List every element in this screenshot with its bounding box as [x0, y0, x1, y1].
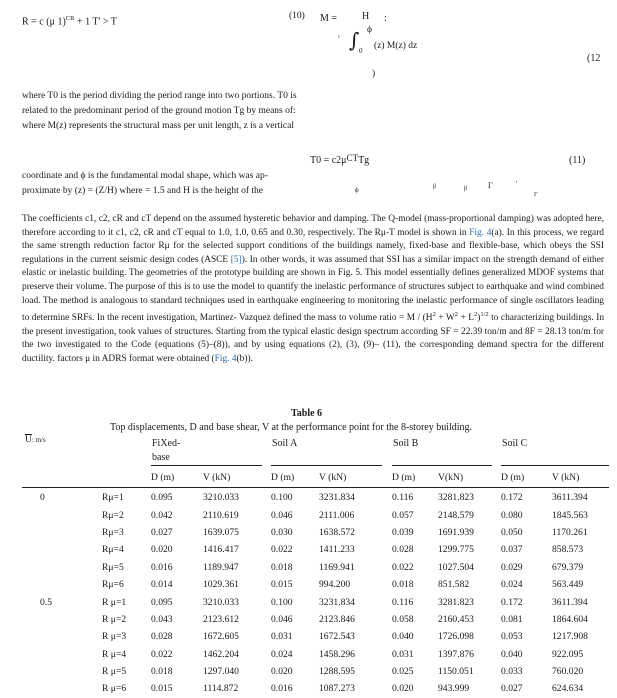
shear-cell: 1170.261 — [552, 526, 588, 538]
shear-cell: 1638.572 — [319, 526, 355, 538]
r-factor-cell: R μ=4 — [102, 648, 127, 660]
superscript: 2 — [473, 311, 478, 319]
shear-cell: 2123.846 — [319, 613, 355, 625]
paragraph-text: (a). In this process, we regard the same strength reduction factor Rμ for the selected support conditions of the buildings namely, fixed-base and flexible-base, which obeys the SSI regulations in the current seismic design codes (ASCE — [22, 227, 604, 265]
equation-10 — [22, 12, 117, 28]
u-value-cell — [40, 611, 102, 628]
group-soil-c: Soil C — [502, 438, 528, 449]
stray-symbol: ϕ — [355, 186, 359, 194]
table-row — [40, 680, 602, 697]
group-underline-fixed — [151, 465, 262, 466]
displacement-cell: 0.100 — [271, 492, 293, 504]
equation-12-quote: ' — [338, 35, 340, 45]
shear-cell: 1029.361 — [203, 579, 239, 591]
table-row — [40, 489, 602, 506]
shear-cell: 2110.619 — [203, 509, 239, 521]
r-factor-cell: R μ=2 — [102, 613, 127, 625]
superscript: 2 — [432, 311, 436, 319]
shear-cell: 1297.040 — [203, 666, 239, 678]
displacement-cell: 0.080 — [501, 509, 523, 521]
stray-symbol: β — [433, 184, 437, 190]
shear-cell: 1458.296 — [319, 648, 355, 660]
displacement-cell: 0.030 — [271, 526, 293, 538]
shear-cell: 1691.939 — [438, 526, 474, 538]
u-value-cell — [40, 646, 102, 663]
r-factor-cell: Rμ=6 — [102, 579, 124, 591]
shear-cell: 563.449 — [552, 579, 584, 591]
shear-cell: 922.095 — [552, 648, 584, 660]
displacement-cell: 0.081 — [501, 613, 523, 625]
u-value-cell — [40, 663, 102, 680]
shear-cell: 1416.417 — [203, 544, 239, 556]
r-factor-cell: R μ=6 — [102, 683, 127, 695]
r-factor-cell: Rμ=4 — [102, 544, 124, 556]
superscript: 1/2 — [480, 311, 489, 319]
table-row — [40, 628, 602, 645]
shear-cell: 3281.823 — [438, 596, 474, 608]
shear-cell: 1411.233 — [319, 544, 355, 556]
displacement-cell: 0.046 — [271, 613, 293, 625]
table-caption: Top displacements, D and base shear, V at the performance point for the 8-storey building. — [110, 422, 473, 433]
integral-lower-limit: 0 — [359, 47, 363, 55]
displacement-cell: 0.022 — [151, 648, 173, 660]
column-header: V (kN) — [203, 472, 231, 484]
table-label: Table 6 — [291, 408, 323, 419]
shear-cell: 2160.453 — [438, 613, 474, 625]
shear-cell: 1864.604 — [552, 613, 588, 625]
displacement-cell: 0.033 — [501, 666, 523, 678]
shear-cell: 3611.394 — [552, 492, 588, 504]
equation-10-left: R = c (μ 1) — [22, 16, 66, 28]
shear-cell: 1299.775 — [438, 544, 474, 556]
shear-cell: 1288.595 — [319, 666, 355, 678]
displacement-cell: 0.058 — [392, 613, 414, 625]
table-row — [40, 541, 602, 558]
paragraph-text: ) — [477, 313, 481, 324]
displacement-cell: 0.015 — [271, 579, 293, 591]
group-underline-soil-c — [501, 465, 609, 466]
displacement-cell: 0.116 — [392, 492, 414, 504]
group-soil-a: Soil A — [272, 438, 298, 449]
displacement-cell: 0.016 — [151, 561, 173, 573]
equation-11-subscript: CT — [346, 153, 359, 163]
table-row — [40, 663, 602, 680]
displacement-cell: 0.016 — [271, 683, 293, 695]
displacement-cell: 0.014 — [151, 579, 173, 591]
group-soil-b: Soil B — [393, 438, 419, 449]
equation-12-close-paren: ) — [372, 69, 376, 79]
text-line: where M(z) represents the structural mass per unit length, z is a vertical — [22, 121, 294, 131]
column-header: D (m) — [392, 472, 416, 484]
equation-11 — [310, 154, 369, 167]
table-row — [40, 611, 602, 628]
paragraph-text: The coefficients c1, c2, cR and cT depend on the assumed hysteretic behavior and damping. The Q-model (mass-proportional damping) was adopted here, therefore according to it c1, c2, cR and cT equal to 1.0, 1.0, 0.65 and 0.30, respectively. The Rμ-T model is shown in — [22, 214, 604, 238]
displacement-cell: 0.116 — [392, 596, 414, 608]
shear-cell: 1189.947 — [203, 561, 239, 573]
displacement-cell: 0.020 — [271, 666, 293, 678]
displacement-cell: 0.018 — [271, 561, 293, 573]
shear-cell: 858.573 — [552, 544, 584, 556]
r-factor-cell: Rμ=5 — [102, 561, 124, 573]
shear-cell: 1672.543 — [319, 631, 355, 643]
stray-symbol: β — [464, 186, 468, 192]
text-line: related to the predominant period of the ground motion Tg by means of: — [22, 106, 296, 116]
table-row — [40, 646, 602, 663]
r-factor-cell: Rμ=2 — [102, 509, 124, 521]
shear-cell: 994.200 — [319, 579, 351, 591]
displacement-cell: 0.057 — [392, 509, 414, 521]
shear-cell: 851.582 — [438, 579, 470, 591]
paragraph-text: + L — [458, 313, 474, 324]
column-header-row — [151, 469, 602, 486]
displacement-cell: 0.018 — [151, 666, 173, 678]
displacement-cell: 0.031 — [392, 648, 414, 660]
paragraph-text: to characterizing buildings. In the present investigation, took values of structures. Starting from the typical elastic design spectrum according SF = 22.39 ton/m and 8F = 28.13 ton/m for the two investigated to the Code (equations (5)–(8)), and by using equations (2), (3), (9)– (11), the corresponding demand spectra for the different ductility. factors μ in ADRS format were obtained ( — [22, 313, 605, 365]
shear-cell: 1397.876 — [438, 648, 474, 660]
stray-symbol: ' — [516, 180, 518, 188]
u-value-cell: 0 — [40, 492, 45, 504]
displacement-cell: 0.018 — [392, 579, 414, 591]
shear-cell: 1217.908 — [552, 631, 588, 643]
body-paragraph — [22, 213, 604, 367]
header-rule — [22, 487, 609, 488]
displacement-cell: 0.015 — [151, 683, 173, 695]
text-line: proximate by (z) = (Z/H) where = 1.5 and H is the height of the — [22, 186, 264, 196]
equation-11-number: (11) — [569, 155, 586, 166]
group-underline-soil-b — [392, 465, 492, 466]
displacement-cell: 0.025 — [392, 666, 414, 678]
text-line: coordinate and ϕ is the fundamental modal shape, which was ap- — [22, 171, 268, 181]
displacement-cell: 0.095 — [151, 492, 173, 504]
shear-cell: 1087.273 — [319, 683, 355, 695]
displacement-cell: 0.031 — [271, 631, 293, 643]
displacement-cell: 0.024 — [271, 648, 293, 660]
equation-12-number: (12 — [587, 53, 601, 64]
paragraph-text: ). In other words, it was assumed that SSI has a similar impact on the strength demand of either elastic or inelastic building. The geometries of the prototype building are shown in Fig. 5. This model essentially defines generalized MDOF systems that preserve their volume. The purpose of this is to use the model to quantify the inelastic performance of structures subject to earthquake and wind combined load. The method is analogous to standard techniques used in earthquake engineering to monitoring the inelastic performance of single oscillators leading to determine SRFs. In the recent investigation, Martinez- Vazquez defined the mass to volume ratio = M / (H — [22, 254, 605, 324]
equation-12-h: H — [362, 11, 370, 22]
r-factor-cell: Rμ=1 — [102, 492, 124, 504]
table-row — [40, 506, 602, 523]
shear-cell: 3281.823 — [438, 492, 474, 504]
table-row — [40, 524, 602, 541]
displacement-cell: 0.172 — [501, 492, 523, 504]
column-header: D (m) — [271, 472, 295, 484]
r-factor-cell: R μ=1 — [102, 596, 127, 608]
shear-cell: 3231.834 — [319, 596, 355, 608]
equation-12-phi: ϕ — [367, 25, 373, 35]
displacement-cell: 0.042 — [151, 509, 173, 521]
displacement-cell: 0.027 — [151, 526, 173, 538]
shear-cell: 943.999 — [438, 683, 470, 695]
table-row — [40, 559, 602, 576]
shear-cell: 1726.098 — [438, 631, 474, 643]
column-header: V (kN) — [319, 472, 347, 484]
displacement-cell: 0.020 — [151, 544, 173, 556]
table-row — [40, 593, 602, 610]
column-header: D (m) — [501, 472, 525, 484]
u-value-cell: 0.5 — [40, 596, 52, 608]
displacement-cell: 0.040 — [501, 648, 523, 660]
u-value-cell — [40, 680, 102, 697]
equation-12-integrand: (z) M(z) dz — [374, 41, 418, 51]
shear-cell: 1169.941 — [319, 561, 355, 573]
paragraph-text: + W — [435, 313, 455, 324]
stray-symbol: Γ — [488, 181, 493, 190]
column-header: V(kN) — [438, 472, 464, 484]
displacement-cell: 0.029 — [501, 561, 523, 573]
displacement-cell: 0.050 — [501, 526, 523, 538]
shear-cell: 3210.033 — [203, 492, 239, 504]
shear-cell: 760.020 — [552, 666, 584, 678]
shear-cell: 2148.579 — [438, 509, 474, 521]
u-value-cell — [40, 576, 102, 593]
group-fixed-base: FiXed- — [152, 438, 181, 449]
shear-cell: 1027.504 — [438, 561, 474, 573]
u-value-cell — [40, 559, 102, 576]
column-header: V (kN) — [552, 472, 580, 484]
paragraph-text: (b)). — [236, 354, 253, 365]
equation-10-tail: + 1 T' > T — [74, 16, 117, 28]
r-factor-cell: R μ=5 — [102, 666, 127, 678]
u-value-cell — [40, 524, 102, 541]
group-underline-soil-a — [271, 465, 382, 466]
shear-cell: 679.379 — [552, 561, 584, 573]
column-header: D (m) — [151, 472, 175, 484]
shear-cell: 624.634 — [552, 683, 584, 695]
displacement-cell: 0.028 — [151, 631, 173, 643]
equation-12-colon: : — [384, 13, 387, 24]
shear-cell: 1639.075 — [203, 526, 239, 538]
figure-4b-link[interactable]: Fig. 4 — [214, 354, 237, 365]
u-value-cell — [40, 541, 102, 558]
displacement-cell: 0.024 — [501, 579, 523, 591]
displacement-cell: 0.020 — [392, 683, 414, 695]
equation-11-body: T0 = c2μ — [310, 155, 347, 166]
shear-cell: 1462.204 — [203, 648, 239, 660]
u-symbol: $\overline{U}$ — [25, 435, 32, 445]
figure-4-link[interactable]: Fig. 4 — [469, 227, 492, 238]
displacement-cell: 0.046 — [271, 509, 293, 521]
group-fixed-base-sub: base — [152, 452, 170, 463]
displacement-cell: 0.037 — [501, 544, 523, 556]
superscript: 2 — [454, 311, 458, 319]
displacement-cell: 0.028 — [392, 544, 414, 556]
data-table — [40, 489, 602, 698]
displacement-cell: 0.095 — [151, 596, 173, 608]
displacement-cell: 0.027 — [501, 683, 523, 695]
equation-12-m: M = — [320, 13, 338, 24]
table-row — [40, 576, 602, 593]
shear-cell: 1150.051 — [438, 666, 474, 678]
shear-cell: 3210.033 — [203, 596, 239, 608]
shear-cell: 2123.612 — [203, 613, 239, 625]
shear-cell: 1114.872 — [203, 683, 239, 695]
shear-cell: 3611.394 — [552, 596, 588, 608]
displacement-cell: 0.100 — [271, 596, 293, 608]
equation-10-superscript: CR — [65, 15, 75, 22]
shear-cell: 1672.605 — [203, 631, 239, 643]
displacement-cell: 0.039 — [392, 526, 414, 538]
equation-11-tail: Tg — [358, 155, 370, 166]
displacement-cell: 0.172 — [501, 596, 523, 608]
displacement-cell: 0.040 — [392, 631, 414, 643]
u-value-cell — [40, 506, 102, 523]
table-u-header — [25, 434, 46, 446]
r-factor-cell: Rμ=3 — [102, 526, 124, 538]
displacement-cell: 0.043 — [151, 613, 173, 625]
text-line: where T0 is the period dividing the period range into two portions. T0 is — [22, 91, 297, 101]
shear-cell: 2111.006 — [319, 509, 355, 521]
shear-cell: 3231.834 — [319, 492, 355, 504]
displacement-cell: 0.022 — [271, 544, 293, 556]
r-factor-cell: R μ=3 — [102, 631, 127, 643]
displacement-cell: 0.053 — [501, 631, 523, 643]
shear-cell: 1845.563 — [552, 509, 588, 521]
stray-symbol: Γ — [534, 192, 538, 198]
table-header-row — [151, 469, 602, 486]
integral-symbol: ∫ — [349, 28, 360, 52]
equation-10-number: (10) — [289, 11, 305, 21]
u-value-cell — [40, 628, 102, 645]
displacement-cell: 0.022 — [392, 561, 414, 573]
reference-5-link[interactable]: [5] — [230, 254, 242, 265]
u-unit: : m/s — [31, 436, 46, 444]
